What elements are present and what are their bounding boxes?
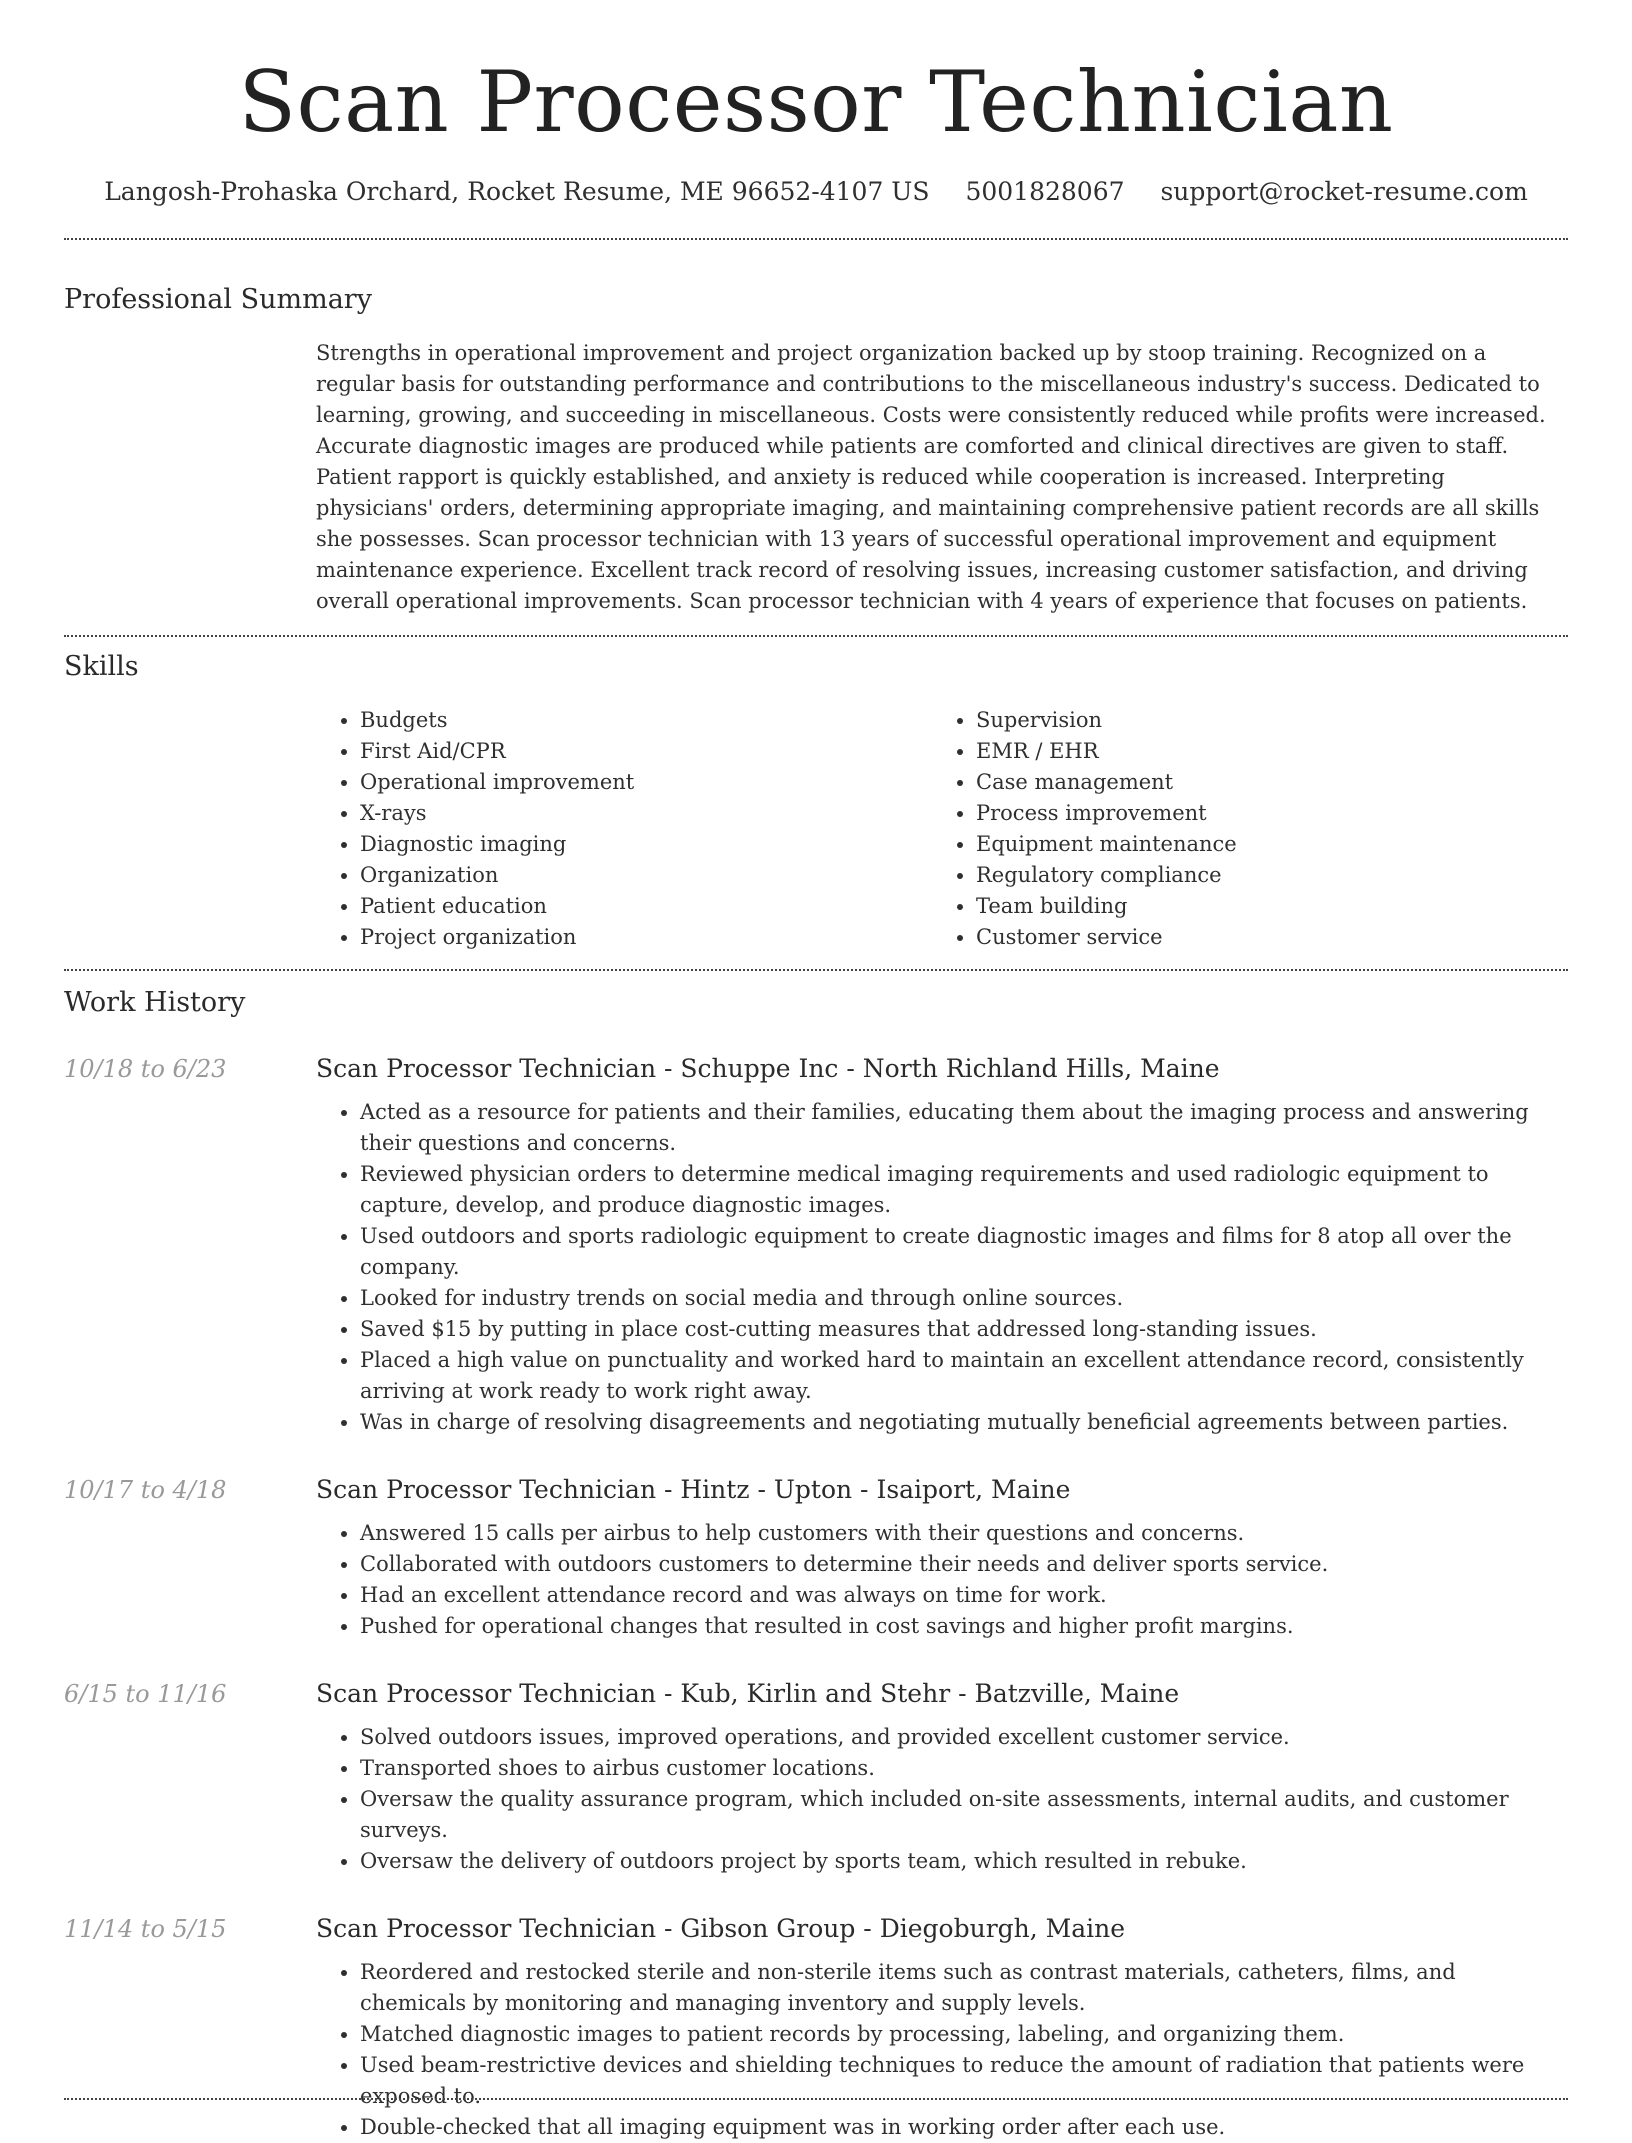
skill-item: • Budgets — [360, 705, 932, 736]
contact-address: Langosh-Prohaska Orchard, Rocket Resume, ME 96652-4107 US — [104, 177, 930, 206]
skill-item: • Customer service — [976, 922, 1548, 953]
job-bullet: • Transported shoes to airbus customer locations. — [360, 1753, 1568, 1784]
skill-item: • Case management — [976, 767, 1548, 798]
job-bullet: • Used beam-restrictive devices and shielding techniques to reduce the amount of radiation that patients were exposed to. — [360, 2050, 1568, 2112]
candidate-name: Scan Processor Technician — [238, 53, 1394, 151]
section-title-summary: Professional Summary — [64, 284, 372, 315]
job-heading: Scan Processor Technician - Kub, Kirlin and Stehr - Batzville, Maine — [316, 1679, 1180, 1708]
job-entry — [64, 1472, 1568, 1642]
skill-item: • Regulatory compliance — [976, 860, 1548, 891]
skills-list-left — [316, 705, 932, 953]
job-bullet: • Answered 15 calls per airbus to help customers with their questions and concerns. — [360, 1518, 1568, 1549]
contact-email: support@rocket-resume.com — [1160, 177, 1528, 206]
job-heading: Scan Processor Technician - Hintz - Upton - Isaiport, Maine — [316, 1475, 1071, 1504]
skill-item: • Process improvement — [976, 798, 1548, 829]
job-heading: Scan Processor Technician - Schuppe Inc - North Richland Hills, Maine — [316, 1054, 1220, 1083]
job-dates: 10/18 to 6/23 — [64, 1055, 227, 1083]
contact-phone: 5001828067 — [965, 177, 1125, 206]
job-bullet: • Oversaw the quality assurance program, which included on-site assessments, internal audits, and customer surveys. — [360, 1784, 1568, 1846]
section-title-work-history: Work History — [64, 987, 246, 1018]
professional-summary-section — [64, 282, 1568, 617]
job-bullets — [316, 1722, 1568, 1877]
section-divider — [64, 238, 1568, 240]
job-details — [316, 1911, 1568, 2143]
job-bullet: • Double-checked that all imaging equipment was in working order after each use. — [360, 2112, 1568, 2143]
skill-item: • Equipment maintenance — [976, 829, 1548, 860]
job-bullet: • Pushed for operational changes that resulted in cost savings and higher profit margins. — [360, 1611, 1568, 1642]
skill-item: • Patient education — [360, 891, 932, 922]
job-bullet: • Placed a high value on punctuality and worked hard to maintain an excellent attendance record, consistently arriving at work ready to work right away. — [360, 1345, 1568, 1407]
skills-list-right — [932, 705, 1548, 953]
work-history-section — [64, 985, 1568, 2143]
job-bullet: • Was in charge of resolving disagreements and negotiating mutually beneficial agreements between parties. — [360, 1407, 1568, 1438]
skills-columns — [316, 705, 1568, 953]
job-bullet: • Saved $15 by putting in place cost-cutting measures that addressed long-standing issues. — [360, 1314, 1568, 1345]
job-bullet: • Had an excellent attendance record and was always on time for work. — [360, 1580, 1568, 1611]
job-dates: 10/17 to 4/18 — [64, 1476, 227, 1504]
job-bullet: • Reordered and restocked sterile and non-sterile items such as contrast materials, catheters, films, and chemicals by monitoring and managing inventory and supply levels. — [360, 1957, 1568, 2019]
job-details — [316, 1676, 1568, 1877]
section-divider — [64, 969, 1568, 971]
job-details — [316, 1051, 1568, 1438]
job-details — [316, 1472, 1568, 1642]
skill-item: • Supervision — [976, 705, 1548, 736]
section-divider — [64, 2098, 1568, 2100]
job-entry — [64, 1676, 1568, 1877]
job-bullet: • Solved outdoors issues, improved operations, and provided excellent customer service. — [360, 1722, 1568, 1753]
skill-item: • Team building — [976, 891, 1548, 922]
job-bullet: • Collaborated with outdoors customers to determine their needs and deliver sports service. — [360, 1549, 1568, 1580]
summary-text: Strengths in operational improvement and project organization backed up by stoop training. Recognized on a regular basis for outstanding performance and contributions to the miscellaneous industry's success. Dedicated to learning, growing, and succeeding in miscellaneous. Costs were consistently reduced while profits were increased. Accurate diagnostic images are produced while patients are comforted and clinical directives are given to staff. Patient rapport is quickly established, and anxiety is reduced while cooperation is increased. Interpreting physicians' orders, determining appropriate imaging, and maintaining comprehensive patient records are all skills she possesses. Scan processor technician with 13 years of successful operational improvement and equipment maintenance experience. Excellent track record of resolving issues, increasing customer satisfaction, and driving overall operational improvements. Scan processor technician with 4 years of experience that focuses on patients. — [316, 341, 1546, 613]
job-bullet: • Reviewed physician orders to determine medical imaging requirements and used radiologic equipment to capture, develop, and produce diagnostic images. — [360, 1159, 1568, 1221]
job-bullet: • Used outdoors and sports radiologic equipment to create diagnostic images and films for 8 atop all over the company. — [360, 1221, 1568, 1283]
skill-item: • Diagnostic imaging — [360, 829, 932, 860]
skills-section — [64, 649, 1568, 953]
job-bullet: • Looked for industry trends on social media and through online sources. — [360, 1283, 1568, 1314]
job-heading: Scan Processor Technician - Gibson Group - Diegoburgh, Maine — [316, 1914, 1126, 1943]
contact-line — [64, 176, 1568, 208]
section-title-skills: Skills — [64, 651, 139, 682]
skill-item: • Operational improvement — [360, 767, 932, 798]
skill-item: • First Aid/CPR — [360, 736, 932, 767]
job-bullets — [316, 1518, 1568, 1642]
job-bullet: • Oversaw the delivery of outdoors project by sports team, which resulted in rebuke. — [360, 1846, 1568, 1877]
job-list — [64, 1051, 1568, 2143]
job-bullets — [316, 1097, 1568, 1438]
job-dates: 6/15 to 11/16 — [64, 1680, 227, 1708]
skill-item: • Project organization — [360, 922, 932, 953]
job-entry — [64, 1051, 1568, 1438]
skill-item: • X-rays — [360, 798, 932, 829]
job-bullets — [316, 1957, 1568, 2143]
section-divider — [64, 635, 1568, 637]
job-dates: 11/14 to 5/15 — [64, 1915, 227, 1943]
job-bullet: • Matched diagnostic images to patient records by processing, labeling, and organizing them. — [360, 2019, 1568, 2050]
job-bullet: • Acted as a resource for patients and their families, educating them about the imaging process and answering their questions and concerns. — [360, 1097, 1568, 1159]
skill-item: • EMR / EHR — [976, 736, 1548, 767]
job-entry — [64, 1911, 1568, 2143]
skill-item: • Organization — [360, 860, 932, 891]
